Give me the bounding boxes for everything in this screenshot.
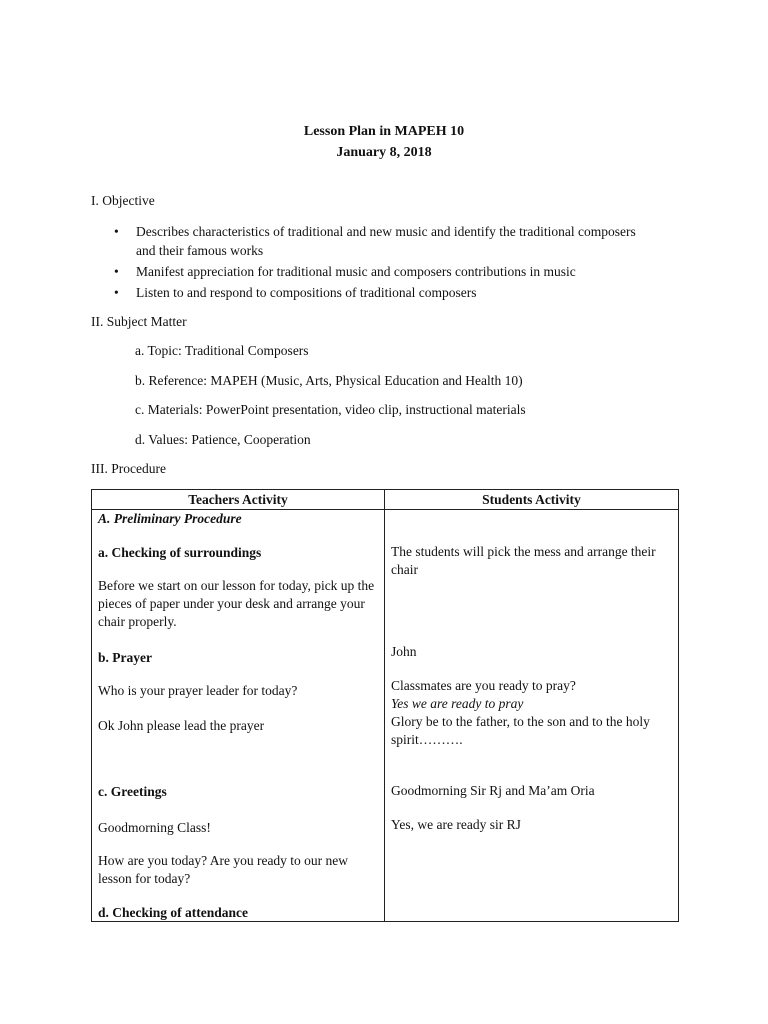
table-row [92, 510, 679, 922]
document-date: January 8, 2018 [336, 145, 432, 160]
student-cell [385, 510, 679, 922]
values-line: d. Values: Patience, Cooperation [135, 432, 311, 447]
list-item [110, 283, 650, 302]
objective-text: Listen to and respond to compositions of traditional composers [136, 285, 477, 300]
bullet-icon: • [114, 224, 119, 239]
procedure-table [91, 489, 679, 922]
materials-line: c. Materials: PowerPoint presentation, video clip, instructional materials [135, 402, 526, 417]
bullet-icon: • [114, 285, 119, 300]
checking-surroundings-label: a. Checking of surroundings [98, 545, 262, 560]
procedure-heading: III. Procedure [91, 461, 166, 476]
objective-text: Manifest appreciation for traditional music and composers contributions in music [136, 264, 576, 279]
list-item [110, 222, 650, 260]
reference-line: b. Reference: MAPEH (Music, Arts, Physical Education and Health 10) [135, 373, 523, 388]
prayer-call: Classmates are you ready to pray? [391, 678, 576, 693]
prayer-text: Glory be to the father, to the son and to the holy spirit………. [391, 714, 650, 747]
surroundings-instruction: Before we start on our lesson for today, pick up the pieces of paper under your desk and arrange your chair properly. [98, 578, 375, 629]
greeting-response: Goodmorning Sir Rj and Ma’am Oria [391, 783, 595, 798]
greeting-line: Goodmorning Class! [98, 820, 211, 835]
teachers-activity-header: Teachers Activity [92, 490, 385, 510]
bullet-icon: • [114, 264, 119, 279]
students-activity-header: Students Activity [385, 490, 679, 510]
greetings-label: c. Greetings [98, 784, 167, 799]
greeting-question: How are you today? Are you ready to our new lesson for today? [98, 853, 349, 886]
topic-line: a. Topic: Traditional Composers [135, 343, 309, 358]
ready-response: Yes, we are ready sir RJ [391, 817, 521, 832]
subject-matter-heading: II. Subject Matter [91, 314, 187, 329]
teacher-cell [92, 510, 385, 922]
objective-text: Describes characteristics of traditional and new music and identify the traditional composers and their famous works [136, 224, 636, 258]
prayer-question: Who is your prayer leader for today? [98, 683, 298, 698]
preliminary-procedure-label: A. Preliminary Procedure [98, 511, 242, 526]
prayer-leader-name: John [391, 644, 417, 659]
prayer-lead-instruction: Ok John please lead the prayer [98, 718, 265, 733]
list-item [110, 262, 650, 281]
document-title: Lesson Plan in MAPEH 10 [303, 124, 465, 139]
surroundings-response: The students will pick the mess and arrange their chair [391, 544, 656, 577]
objective-list [110, 222, 650, 304]
prayer-label: b. Prayer [98, 650, 152, 665]
objective-heading: I. Objective [91, 193, 155, 208]
table-header-row [92, 490, 679, 510]
attendance-label: d. Checking of attendance [98, 905, 249, 920]
prayer-reply: Yes we are ready to pray [391, 696, 524, 711]
